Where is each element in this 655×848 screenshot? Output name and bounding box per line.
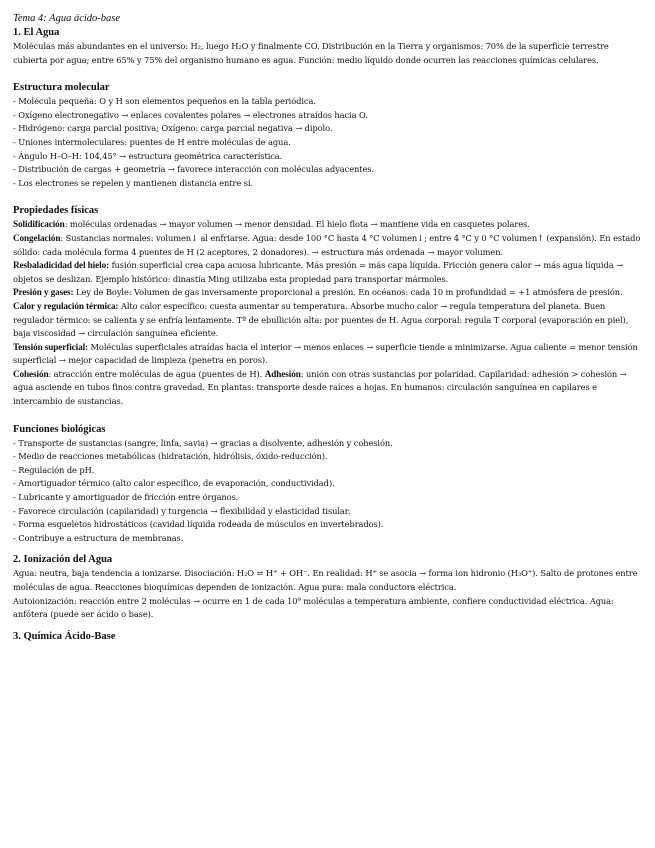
- propiedad-term: Resbaladicidad del hielo:: [13, 260, 110, 271]
- section-heading-acido-base: 3. Química Ácido-Base: [13, 630, 116, 642]
- list-item: - Forma esqueletos hidrostáticos (cavidad líquida rodeada de músculos en invertebrados).: [13, 519, 384, 530]
- propiedad-term: Presión y gases:: [13, 287, 74, 298]
- list-item: - Oxígeno electronegativo → enlaces covalentes polares → electrones atraídos hacia O.: [13, 109, 368, 120]
- list-item: - Uniones intermoleculares: puentes de H entre moléculas de agua.: [13, 136, 291, 147]
- propiedad-text: Ley de Boyle: Volumen de gas inversamente proporcional a presión. En océanos: cada 10 m profundidad = +1 atmósfera de presión.: [73, 287, 623, 298]
- section-heading-estructura: Estructura molecular: [13, 82, 110, 94]
- funciones-list: [13, 437, 643, 546]
- propiedad-term: Solidificación: [13, 219, 65, 230]
- propiedad-text: Moléculas superficiales atraídas hacia el interior → menos enlaces → superficie tiende a minimizarse. Agua caliente = menor tensión superficial → mejor capacidad de limpieza (penetra en poros).: [13, 341, 638, 366]
- propiedad-text: : Sustancias normales: volumen↓ al enfriarse. Agua: desde 100 °C hasta 4 °C volumen↓; entre 4 °C y 0 °C volumen↑ (expansión). En estado sólido: cada molécula forma 4 puentes de H (2 aceptores, 2 donadores). → estructura más ordenada → mayor volumen.: [13, 232, 641, 257]
- ionizacion-paragraph: Agua: neutra, baja tendencia a ionizarse. Disociación: H₂O ⇌ H⁺ + OH⁻. En realidad: H⁺ se asocia → forma ion hidronio (H₃O⁺). Salto de protones entre moléculas de agua. Reacciones bioquímicas dependen de ionización. Agua pura: mala conductora eléctrica.: [13, 568, 638, 592]
- topic-title: Tema 4: Agua ácido-base: [13, 13, 121, 24]
- list-item: - Medio de reacciones metabólicas (hidratación, hidrólisis, óxido-reducción).: [13, 451, 328, 462]
- propiedad-text: Alto calor específico: cuesta aumentar su temperatura. Absorbe mucho calor → regula temperatura del planeta. Buen regulador térmico: se calienta y se enfría lentamente. Tª de ebullición alta: por puentes de H. Agua corporal: regula T corporal (evaporación en piel), baja viscosidad → circulación sanguínea eficiente.: [13, 300, 629, 339]
- list-item: - Los electrones se repelen y mantienen distancia entre sí.: [13, 177, 253, 188]
- propiedad-paragraph: [13, 286, 643, 300]
- propiedad-term: Adhesión: [264, 368, 301, 379]
- propiedad-text: fusión superficial crea capa acuosa lubricante. Más presión = más capa líquida. Fricción genera calor → más agua líquida → objetos se deslizan. Ejemplo histórico: dinastía Ming utilizaba esta propiedad para transportar mármoles.: [13, 260, 623, 284]
- section-heading-propiedades: Propiedades físicas: [13, 205, 99, 217]
- section-heading-funciones: Funciones biológicas: [13, 423, 106, 435]
- propiedad-text: : unión con otras sustancias por polaridad. Capilaridad: adhesión > cohesión → agua asciende en tubos finos contra gravedad. En plantas: transporte desde raíces a hojas. En humanos: circulación sanguínea en capilares e intercambio de sustancias.: [13, 368, 627, 407]
- estructura-list: [13, 95, 643, 190]
- propiedad-term: Calor y regulación térmica:: [13, 300, 119, 311]
- section-heading-ionizacion: 2. Ionización del Agua: [13, 554, 113, 566]
- propiedad-paragraph: [13, 300, 643, 341]
- list-item: - Regulación de pH.: [13, 464, 95, 475]
- list-item: - Ángulo H–O–H: 104,45° → estructura geométrica característica.: [13, 150, 283, 161]
- list-item: - Lubricante y amortiguador de fricción entre órganos.: [13, 492, 239, 503]
- list-item: - Favorece circulación (capilaridad) y turgencia → flexibilidad y elasticidad tisular.: [13, 505, 351, 516]
- list-item: - Molécula pequeña: O y H son elementos pequeños en la tabla periódica.: [13, 96, 316, 107]
- list-item: - Hidrógeno: carga parcial positiva; Oxígeno: carga parcial negativa → dipolo.: [13, 123, 333, 134]
- propiedad-text: : atracción entre moléculas de agua (puentes de H).: [48, 368, 265, 379]
- autoionizacion-paragraph: Autoionización: reacción entre 2 moléculas → ocurre en 1 de cada 10⁹ moléculas a temperatura ambiente, confiere conductividad eléctrica. Agua: anfótera (puede ser ácido o base).: [13, 595, 614, 620]
- propiedad-term: Cohesión: [13, 368, 49, 379]
- section-heading-el-agua: 1. El Agua: [13, 27, 60, 38]
- propiedad-paragraph: [13, 232, 643, 259]
- list-item: - Transporte de sustancias (sangre, linfa, savia) → gracias a disolvente, adhesión y cohesión.: [13, 437, 393, 448]
- list-item: - Contribuye a estructura de membranas.: [13, 532, 184, 543]
- list-item: - Distribución de cargas + geometría → favorece interacción con moléculas adyacentes.: [13, 164, 374, 175]
- document-page: [13, 12, 643, 644]
- propiedad-term: Tensión superficial:: [13, 341, 88, 352]
- propiedad-paragraph: [13, 259, 643, 286]
- propiedad-paragraph: [13, 368, 643, 409]
- propiedad-paragraph: [13, 218, 643, 232]
- propiedad-term: Congelación: [13, 232, 61, 243]
- list-item: - Amortiguador térmico (alto calor específico, de evaporación, conductividad).: [13, 478, 335, 489]
- el-agua-paragraph: Moléculas más abundantes en el universo: H₂, luego H₂O y finalmente CO. Distribución en la Tierra y organismos: 70% de la superficie terrestre cubierta por agua; entre 65% y 75% del organismo humano es agua. Función: medio líquido donde ocurren las reacciones químicas celulares.: [13, 41, 609, 65]
- propiedad-text: : moléculas ordenadas → mayor volumen → menor densidad. El hielo flota → mantiene vida en casquetes polares.: [64, 219, 530, 230]
- propiedad-paragraph: [13, 341, 643, 368]
